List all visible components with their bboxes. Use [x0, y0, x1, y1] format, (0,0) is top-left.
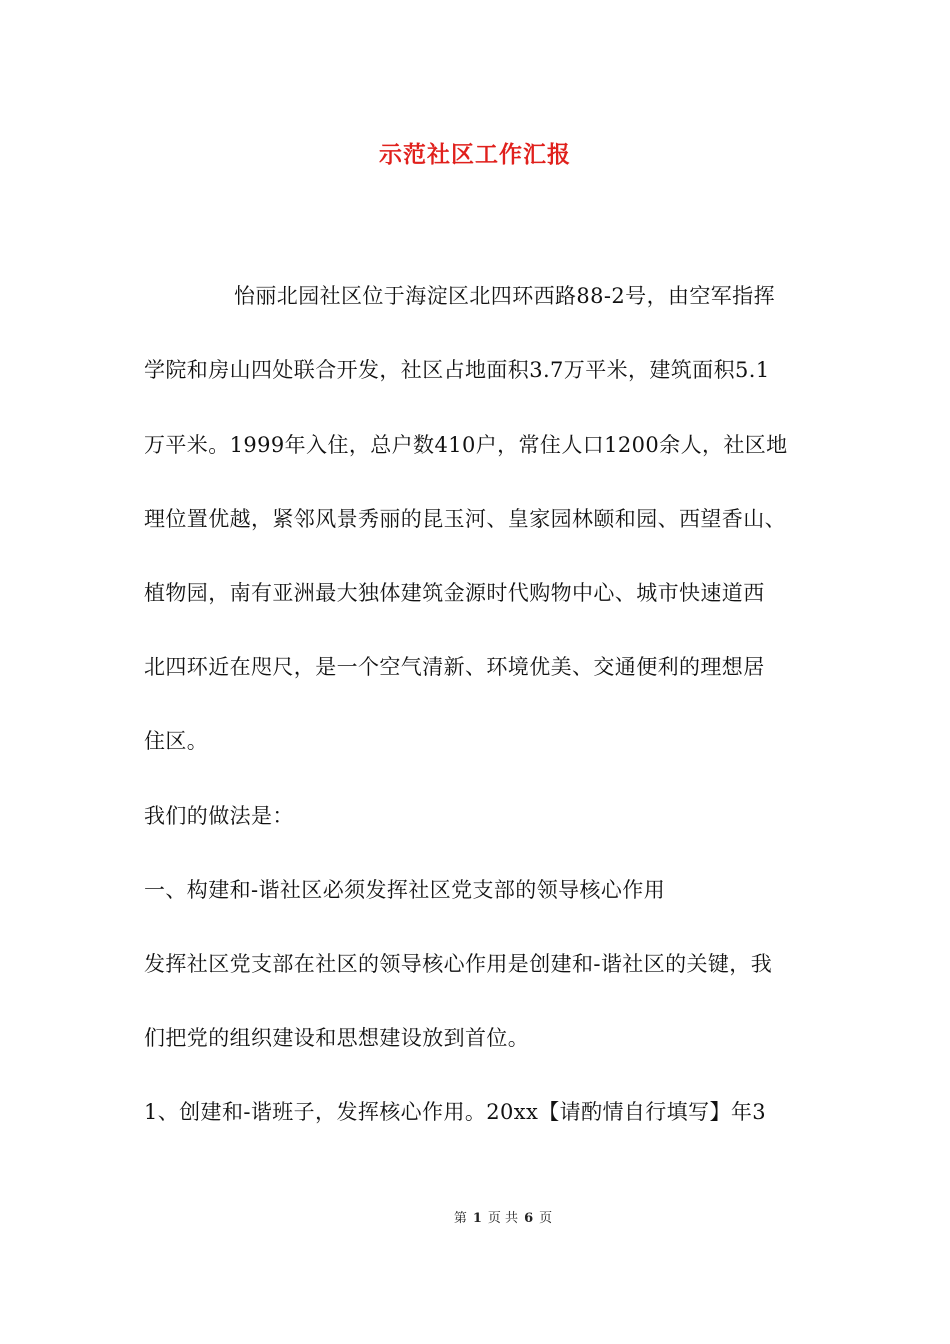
page-footer [0, 1210, 950, 1228]
paragraph-line: 我们的做法是： [144, 804, 294, 828]
document-title: 示范社区工作汇报 [379, 141, 571, 168]
paragraph-line: 理位置优越，紧邻风景秀丽的昆玉河、皇家园林颐和园、西望香山、 [144, 507, 786, 531]
paragraph-line: 万平米。1999年入住，总户数410户，常住人口1200余人，社区地 [144, 433, 788, 457]
paragraph-line: 怡丽北园社区位于海淀区北四环西路88-2号，由空军指挥 [234, 284, 775, 308]
footer-page-number: 1 [472, 1211, 482, 1226]
paragraph-line: 发挥社区党支部在社区的领导核心作用是创建和-谐社区的关键，我 [144, 952, 773, 976]
footer-total-pages: 6 [524, 1211, 534, 1226]
footer-suffix: 页 [539, 1211, 553, 1226]
paragraph-line: 学院和房山四处联合开发，社区占地面积3.7万平米，建筑面积5.1 [144, 358, 770, 382]
paragraph-line: 北四环近在咫尺，是一个空气清新、环境优美、交通便利的理想居 [144, 655, 765, 679]
paragraph-line: 植物园，南有亚洲最大独体建筑金源时代购物中心、城市快速道西 [144, 581, 765, 605]
footer-prefix: 第 [453, 1211, 467, 1226]
footer-middle: 页 共 [487, 1211, 519, 1226]
paragraph-line: 1、创建和-谐班子，发挥核心作用。20xx【请酌情自行填写】年3 [144, 1100, 767, 1124]
paragraph-line: 们把党的组织建设和思想建设放到首位。 [144, 1026, 530, 1050]
section-heading: 一、构建和-谐社区必须发挥社区党支部的领导核心作用 [144, 878, 666, 902]
paragraph-line: 住区。 [144, 729, 209, 753]
